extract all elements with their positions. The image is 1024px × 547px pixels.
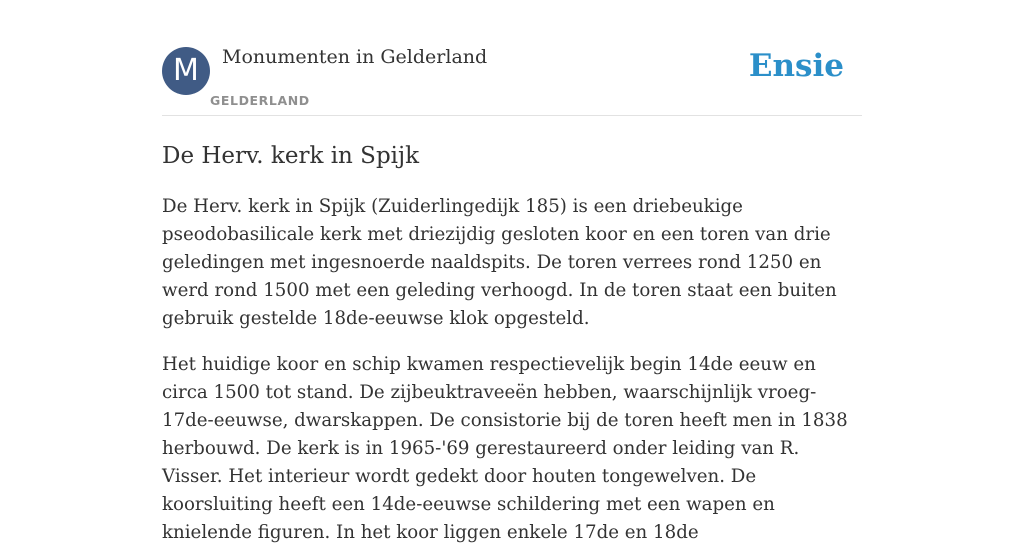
ensie-logo[interactable]: Ensie: [748, 48, 844, 84]
page: [162, 0, 862, 547]
site-header: [162, 0, 862, 116]
article-title: De Herv. kerk in Spijk: [162, 143, 420, 169]
category-link[interactable]: GELDERLAND: [210, 93, 310, 108]
site-avatar[interactable]: M: [162, 47, 210, 95]
article-paragraph: Het huidige koor en schip kwamen respectievelijk begin 14de eeuw en circa 1500 tot stand. De zijbeuktraveeën hebben, waarschijnlijk vroeg-17de-eeuwse, dwarskappen. De consistorie bij de toren heeft men in 1838 herbouwd. De kerk is in 1965-'69 gerestaureerd onder leiding van R. Visser. Het interieur wordt gedekt door houten tongewelven. De koorsluiting heeft een 14de-eeuwse schildering met een wapen en knielende figuren. In het koor liggen enkele 17de en 18de: [162, 354, 848, 543]
article: [162, 141, 862, 547]
site-title-link[interactable]: Monumenten in Gelderland: [222, 46, 488, 68]
article-paragraph: De Herv. kerk in Spijk (Zuiderlingedijk 185) is een driebeukige pseodobasilicale kerk met driezijdig gesloten koor en een toren van drie geledingen met ingesnoerde naaldspits. De toren verrees rond 1250 en werd rond 1500 met een geleding verhoogd. In de toren staat een buiten gebruik gestelde 18de-eeuwse klok opgesteld.: [162, 196, 837, 329]
